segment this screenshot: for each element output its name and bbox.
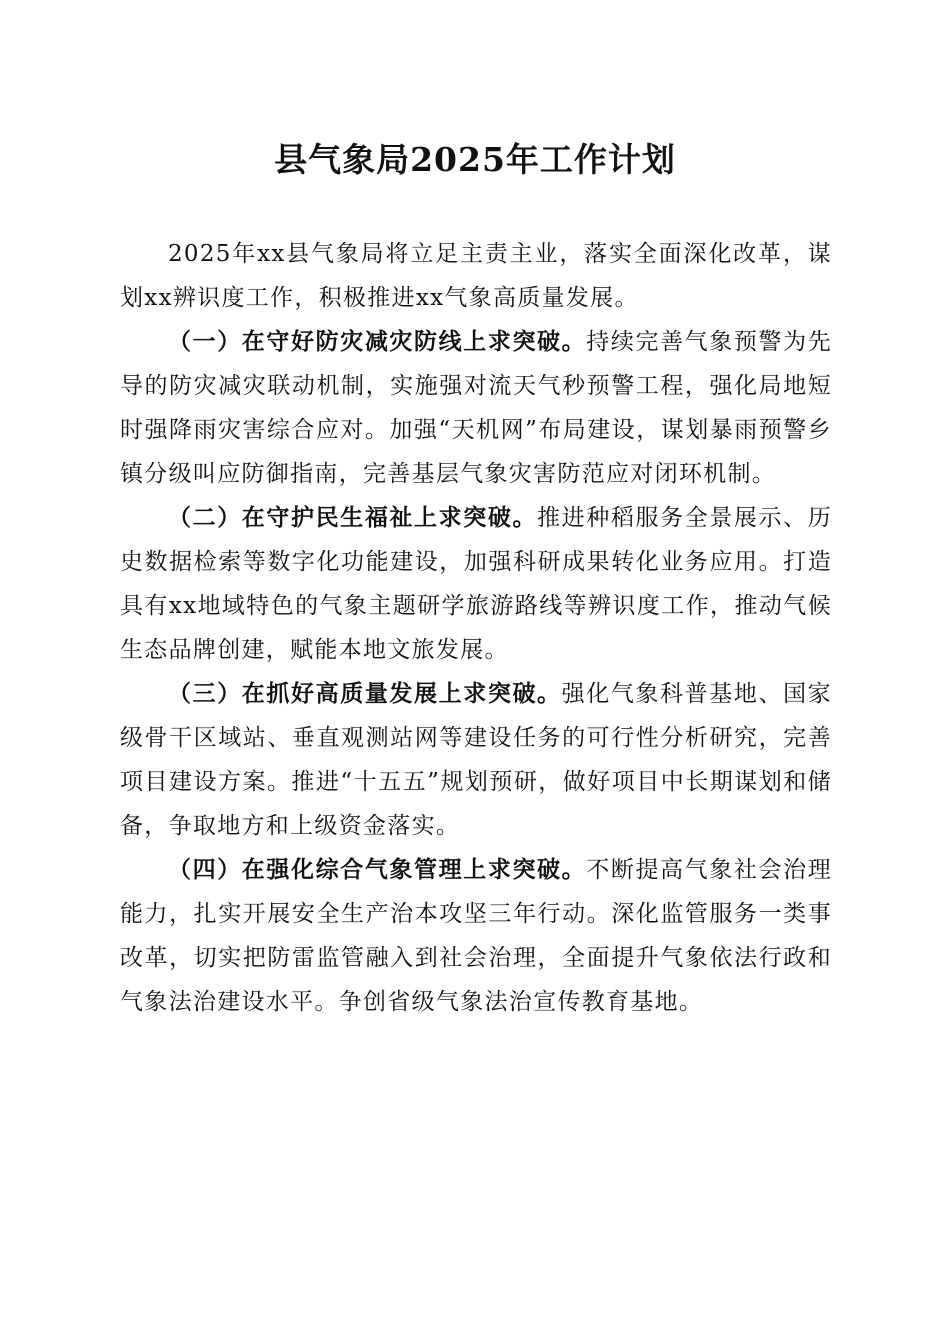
section-paragraph-1 [120, 320, 832, 496]
section-text-2: 推进种稻服务全景展示、历史数据检索等数字化功能建设，加强科研成果转化业务应用。打造具有xx地域特色的气象主题研学旅游路线等辨识度工作，推动气候生态品牌创建，赋能本地文旅发展。 [120, 505, 833, 663]
section-paragraph-2 [120, 496, 832, 672]
section-paragraph-4 [120, 848, 832, 1024]
section-text-3: 强化气象科普基地、国家级骨干区域站、垂直观测站网等建设任务的可行性分析研究，完善项目建设方案。推进“十五五”规划预研，做好项目中长期谋划和储备，争取地方和上级资金落实。 [120, 681, 832, 839]
section-text-4: 不断提高气象社会治理能力，扎实开展安全生产治本攻坚三年行动。深化监管服务一类事改革，切实把防雷监管融入到社会治理，全面提升气象依法行政和气象法治建设水平。争创省级气象法治宣传教育基地。 [120, 857, 832, 1015]
section-heading-2: （二）在守护民生福祉上求突破。 [168, 504, 538, 531]
section-heading-3: （三）在抓好高质量发展上求突破。 [168, 680, 562, 707]
document-body [120, 232, 832, 1024]
document-title: 县气象局2025年工作计划 [274, 140, 676, 179]
section-paragraph-3 [120, 672, 832, 848]
intro-paragraph: 2025年xx县气象局将立足主责主业，落实全面深化改革，谋划xx辨识度工作，积极推进xx气象高质量发展。 [120, 241, 832, 311]
section-text-1: 持续完善气象预警为先导的防灾减灾联动机制，实施强对流天气秒预警工程，强化局地短时强降雨灾害综合应对。加强“天机网”布局建设，谋划暴雨预警乡镇分级叫应防御指南，完善基层气象灾害防范应对闭环机制。 [120, 329, 832, 487]
section-heading-1: （一）在守好防灾减灾防线上求突破。 [168, 328, 587, 355]
section-heading-4: （四）在强化综合气象管理上求突破。 [168, 856, 587, 883]
